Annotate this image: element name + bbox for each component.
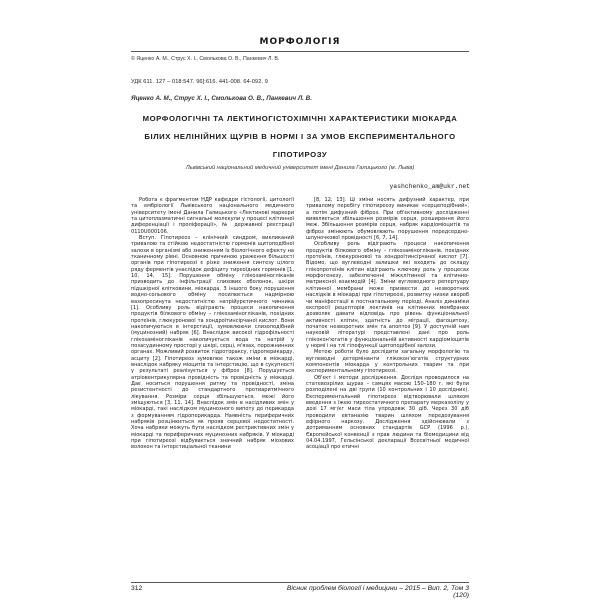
footer-divider: [131, 582, 469, 583]
paragraph: [8, 12, 13]. Ці зміни носять дифузний характер, при тривалому перебігу гіпотиреозу виникає «серцеподібний», а потім дифузний фіброз. При об'єктивному дослідженні виявляється збільшення розмірів серця, розширення його меж. Збільшення розмірів серця, набряк кардіоміоцитів та фіброз змінюють обумовлюють порушення передсердно-шлуночкової провідності [6, 7, 14].: [306, 197, 469, 242]
udk-code: УДК 611. 127 – 018:547. 96]:616. 441-008. 64-092. 9: [131, 79, 268, 85]
paragraph: Вступ. Гіпотиреоз – клінічний синдром, викликаний тривалою та стійкою недостатністю гормонів щитоподібної залози в організмі або зниженням їх біологічного ефекту на тканинному рівні. Основною причиною ураження більшості органів при гіпотиреозі є різке зниження синтезу цілого ряду ферментів унаслідок дефіциту тиреоїдних гормонів [1, 10, 14, 15]. Порушення обміну глікозаміногліканів призводить до інфільтрації слизових оболонок, шкіри підшкірної клітковини, міокарда. З іншого боку порушення водно-сольового обміну посилюється надмірною вазопресинута недостатністю натрійуретичного чинника [1]. Особливу роль відіграють процеси накопичення продуктів білкового обміну – глікозаміногліканів, похідних протеїнів, глюкуронової та хондроїтинсірчаної кислот. Вони накопичуються в інтерстиції, зумовлюючи слизоподібний (муцинозний) набряк [6]. Внаслідок високої гідрофільності глікозаміногліканів накопичується вода та натрій у позасудинному просторі у шкірі, серці, м'язах, порожнинних органах. Можливий розвиток гідротораксу, гідроперикарду, асциту [2]. Гіпотиреоз зумовлює також зміни в міокарді, внаслідок набряку міоцитів та інтерстицію, що в сукупності у результаті реалізується у фіброз [8]. Порушується атріовентрикулярна провідність та провідність у міокарді. Дає носиться порушення ритму та провідності, зміна резистентності до стандартного протиаритмічного лікування. Розміри серця збільшуються, межі його зміщуються [3, 11, 14]. Внаслідок змін в насідливих змін у міокарді, такі наслідком муцинозного випоту до перикарда з формуванням гідроперикарда. Наявність периферичних набряків розцінюється як прояв серцевої недостатності. Хоча набряки можуть бути наслідком рестриктивних змін у міокарді та периферичних муцинозних набряків. У міокарді при гіпотиреозі відбувається значний набряк міозових волокон та інтерстиціальної тканини: [131, 235, 294, 451]
paragraph: Об'єкт і методи дослідження. Дослідя проводилося на статевозрілих щурах – самцях масою 150–180 г. які були розподілені на дві групи (10 контрольних і 10 дослідних). Експериментальний гіпотиреоз відтворювали шляхом введення з їжею тиреостатичного препарату мерказолілу у дозі 17 мг/кг маси тіла упродовж 30 діб. Через 30 діб проводили евтаназію тварин шляхом передозування ефірного наркозу. Дослідження здійснювали з дотриманням основних стандартів GCP (1996 р.), Європейської конвенції з прав людини та біомедицини від 04.04.1997, Гельсінської декларації Всесвітньої медичної асоціації про етичні: [306, 374, 469, 451]
article-title-line-2: БІЛИХ НЕЛІНІЙНИХ ЩУРІВ В НОРМІ І ЗА УМОВ ЕКСПЕРИМЕНТАЛЬНОГО: [144, 132, 456, 141]
article-title-line-1: МОРФОЛОГІЧНІ ТА ЛЕКТИНОГІСТОХІМІЧНІ ХАРАКТЕРИСТИКИ МІОКАРДА: [142, 114, 458, 123]
institution-line: Львівський національний медичний університет імені Данила Галицького (м. Львів): [185, 165, 415, 171]
author-email[interactable]: yashchenko_am@ukr.net: [389, 183, 470, 190]
article-title-line-3: ГІПОТИРОЗУ: [272, 150, 328, 159]
paragraph: Особливу роль відіграють процеси накопичення продуктів білкового обміну – глікозаміногліканів, похідних протеїнів, глюкуронової та хондроїтинсірчаної кислот [7]. Відомо, що вуглеводні залишки які входять до складу глікопротеїнів клітин відіграють ключову роль у процесах морфогенезу, забезпеченні міжклітинної та клітинно-матриксної взаємодій [4]. Зміни вуглеводного репертуару клітинної мембрани може призвести до незворотних наслідків в міокарді при гіпотиреозі, розвитку низки хвороб чи маніфестації в постнатальному періоді. Аналіз динаміки експресії рецепторів лектинів на клітинних мембранах дозволяє давати відповідь про рівень функціональної активності клітин, здатність до міграції, фагоцитозу, початок незворотних змін та апоптоз [9]. У доступній нам науковій літературі представлені дані про роль глікокон'югатів у функціональній активності кардіоміоцитів у нормі і на тлі гіпофункції щитоподібної залози.: [306, 241, 469, 349]
left-text-column: [131, 197, 294, 579]
right-text-column: [306, 197, 469, 579]
header-divider: [131, 51, 469, 52]
section-heading: МОРФОЛОГІЯ: [259, 37, 341, 47]
paragraph: Метою роботи було дослідити загальну морфологію та вуглеводні детермінанти глікокон'югатів структурних компонентів міокарда у контрольних тварин та при експериментальному гіпотиреозі.: [306, 349, 469, 375]
page-number: 312: [131, 585, 143, 592]
paragraph: Робота є фрагментом НДР кафедри гістології, цитології та ембріології Львівського національного медичного університету імені Данила Галицького «Лектинові маркери та цитоплазматичні сигнальні молекули у процесі клітинної диференціації і проліферації», № державної реєстрації 0110U000106.: [131, 197, 294, 235]
authors-line: Яценко А. М., Струс Х. І., Смолькова О. В., Панкевич Л. В.: [131, 95, 312, 102]
journal-citation: Вісник проблем біології і медицини – 2015 – Вип. 2, Том 3 (120): [286, 585, 469, 599]
copyright-line: © Яценко А. М., Струс Х. І., Смолькова О. В., Панкевич Л. В.: [131, 56, 280, 62]
